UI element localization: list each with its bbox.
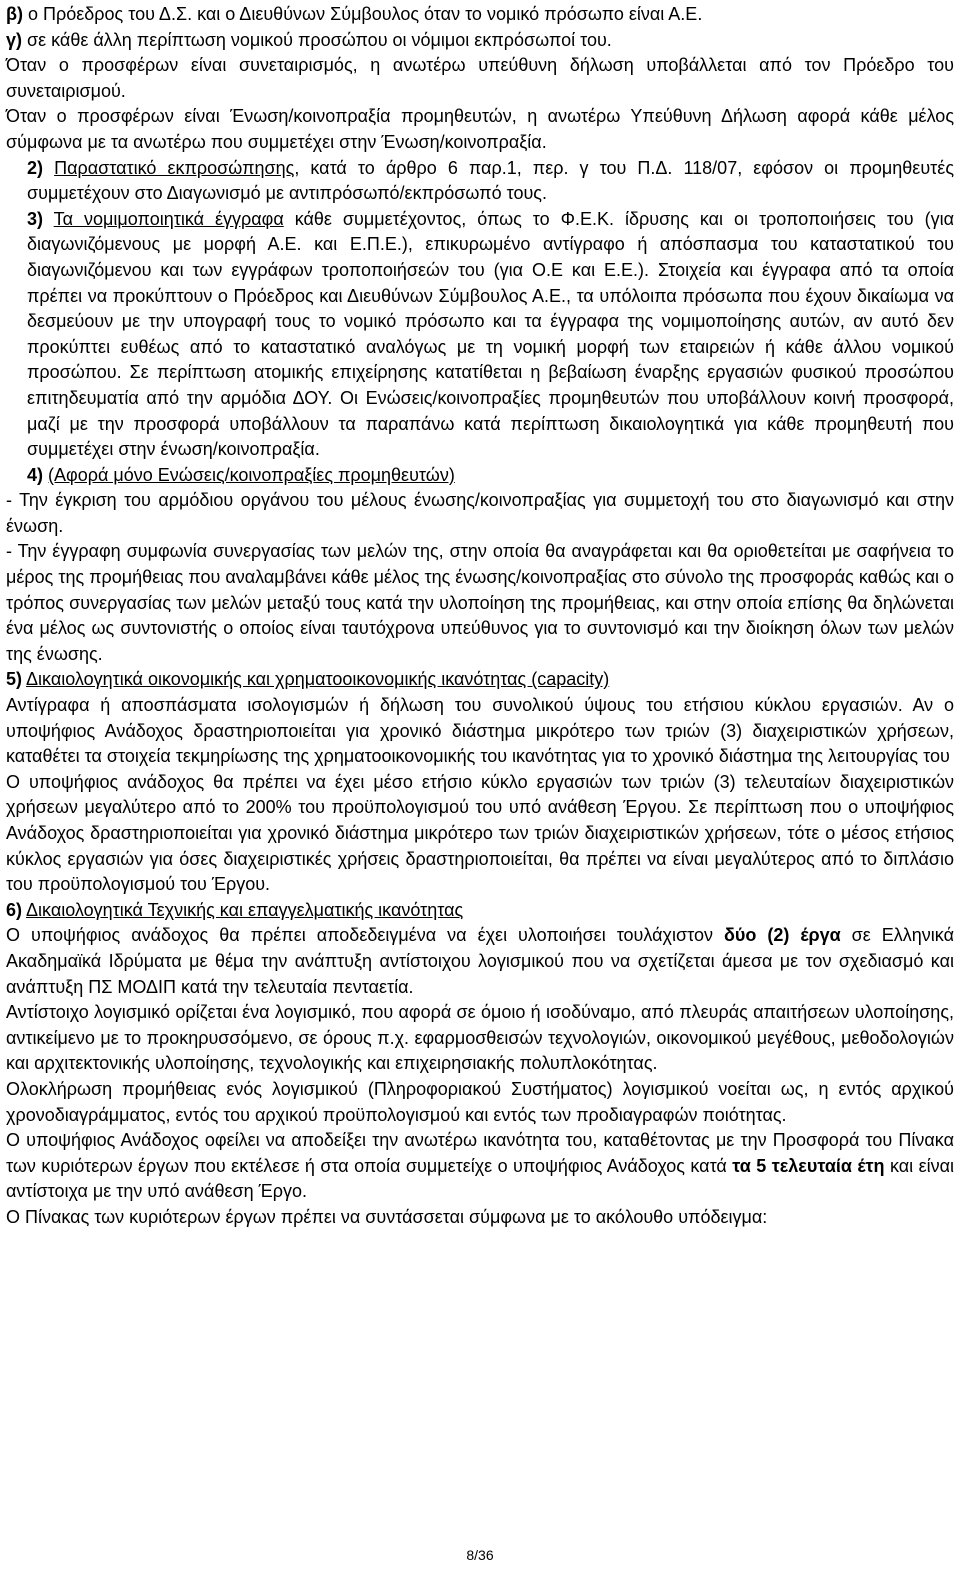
- section-3-text: κάθε συμμετέχοντος, όπως το Φ.Ε.Κ. ίδρυσης και οι τροποποιήσεις του (για διαγωνιζόμενους με μορφή Α.Ε. και Ε.Π.Ε.), επικυρωμένο αντίγραφο ή απόσπασμα του καταστατικού του διαγωνιζόμενου και των εγγράφων τροποποιήσεών του (για Ο.Ε και Ε.Ε.). Στοιχεία και έγγραφα από τα οποία πρέπει να προκύπτουν ο Πρόεδρος και Διευθύνων Σύμβουλος Α.Ε., τα υπόλοιπα πρόσωπα που έχουν δικαίωμα να δεσμεύουν με την υπογραφή τους το νομικό πρόσωπο και τα έγγραφα της νομιμοποίησης αυτών, αν αυτό δεν προκύπτει ευθέως από το καταστατικό αναλόγως με τη νομική μορφή των εταιρειών ή κάθε άλλου νομικού προσώπου. Σε περίπτωση ατομικής επιχείρησης κατατίθεται η βεβαίωση έναρξης εργασιών φυσικού προσώπου επιτηδευματία από την αρμόδια ΔΟΥ. Οι Ενώσεις/κοινοπραξίες προμηθευτών που υποβάλλουν κοινή προσφορά, μαζί με την προσφορά υποβάλλουν τα παραπάνω κατά περίπτωση δικαιολογητικά για κάθε προμηθευτή που συμμετέχει στην ένωση/κοινοπραξία.: [27, 208, 954, 460]
- section-6-number: 6): [6, 899, 23, 920]
- section-2-number: 2): [27, 157, 44, 178]
- section-3-number: 3): [27, 208, 44, 229]
- paragraph-joint-venture: Όταν ο προσφέρων είναι Ένωση/κοινοπραξία προμηθευτών, η ανωτέρω Υπεύθυνη Δήλωση αφορά κάθε μέλος σύμφωνα με τα ανωτέρω που συμμετέχει στην Ένωση/κοινοπραξία.: [6, 106, 954, 152]
- page-number: 8/36: [466, 1547, 494, 1563]
- section-5-paragraph-2: Ο υποψήφιος ανάδοχος θα πρέπει να έχει μέσο ετήσιο κύκλο εργασιών των τριών (3) τελευταίων διαχειριστικών χρήσεων μεγαλύτερο από το 200% του προϋπολογισμού του υπό ανάθεση Έργου. Σε περίπτωση που ο υποψήφιος Ανάδοχος δραστηριοποιείται για χρονικό διάστημα μικρότερο των τριών διαχειριστικών χρήσεων, τότε ο μέσος ετήσιος κύκλος εργασιών για όσες διαχειριστικές χρήσεις δραστηριοποιείται, θα πρέπει να είναι μεγαλύτερος από το διπλάσιο του προϋπολογισμού του Έργου.: [6, 771, 954, 895]
- section-3: [6, 207, 954, 463]
- section-2-text: , κατά το άρθρο 6 παρ.1, περ. γ του Π.Δ. 118/07, εφόσον οι προμηθευτές συμμετέχουν στο Διαγωνισμό με αντιπρόσωπό/εκπρόσωπό τους.: [27, 157, 954, 204]
- section-6-paragraph-2: Αντίστοιχο λογισμικό ορίζεται ένα λογισμικό, που αφορά σε όμοιο ή ισοδύναμο, από πλευράς απαιτήσεων υλοποίησης, αντικείμενο με το προκηρυσσόμενο, σε όρους π.χ. εφαρμοσθεισών τεχνολογιών, οικονομικού μεγέθους, μεθοδολογιών και αρχιτεκτονικής υλοποίησης, τεχνολογικής και επιχειρησιακής πολυπλοκότητας.: [6, 1002, 954, 1074]
- section-5-heading: [6, 667, 954, 693]
- section-4-heading: [6, 463, 954, 489]
- section-6-p1-text-b: σε Ελληνικά Ακαδημαϊκά Ιδρύματα με θέμα την ανάπτυξη αντίστοιχου λογισμικού που να σχετίζεται άμεσα με τον σχεδιασμό και ανάπτυξη ΠΣ ΜΟΔΙΠ κατά την τελευταία πενταετία.: [6, 925, 954, 997]
- section-6-p1-text-a: Ο υποψήφιος ανάδοχος θα πρέπει αποδεδειγμένα να έχει υλοποιήσει τουλάχιστον: [6, 925, 724, 946]
- section-4-item-2: - Την έγγραφη συμφωνία συνεργασίας των μελών της, στην οποία θα αναγράφεται και θα οριοθετείται με σαφήνεια το μέρος της προμήθειας που αναλαμβάνει κάθε μέλος της ένωσης/κοινοπραξίας στο σύνολο της προσφοράς καθώς και ο τρόπος συνεργασίας των μελών μεταξύ τους κατά την υλοποίηση της προμήθειας, και στην οποία επίσης θα δηλώνεται ένα μέλος ως συντονιστής ο οποίος είναι ταυτόχρονα υπεύθυνος για το συντονισμό και την διοίκηση όλων των μελών της ένωσης.: [6, 541, 954, 664]
- section-5-number: 5): [6, 669, 23, 690]
- paragraph-g: [6, 28, 954, 54]
- paragraph-b: [6, 2, 954, 28]
- section-4-title: (Αφορά μόνο Ενώσεις/κοινοπραξίες προμηθευτών): [48, 464, 455, 485]
- item-text-g: σε κάθε άλλη περίπτωση νομικού προσώπου οι νόμιμοι εκπρόσωποί του.: [22, 29, 612, 50]
- item-text-b: ο Πρόεδρος του Δ.Σ. και ο Διευθύνων Σύμβουλος όταν το νομικό πρόσωπο είναι Α.Ε.: [22, 4, 703, 24]
- section-6-p4-text-a: Ο υποψήφιος Ανάδοχος οφείλει να αποδείξει την ανωτέρω ικανότητα του, καταθέτοντας με την Προσφορά του Πίνακα των κυριότερων έργων που εκτέλεσε ή στα οποία συμμετείχε ο υποψήφιος Ανάδοχος κατά: [6, 1130, 954, 1176]
- section-6-heading: [6, 898, 954, 924]
- section-6-paragraph-5: Ο Πίνακας των κυριότερων έργων πρέπει να συντάσσεται σύμφωνα με το ακόλουθο υπόδειγμα:: [6, 1206, 768, 1227]
- section-6-paragraph-4: [6, 1128, 954, 1205]
- section-6-paragraph-1: [6, 923, 954, 1000]
- section-2-title: Παραστατικό εκπροσώπησης: [54, 157, 295, 178]
- section-5-paragraph-1: Αντίγραφα ή αποσπάσματα ισολογισμών ή δήλωση του συνολικού ύψους του ετήσιου κύκλου εργασιών. Αν ο υποψήφιος Ανάδοχος δραστηριοποιείται για χρονικό διάστημα μικρότερο των τριών (3) διαχειριστικών χρήσεων, καταθέτει τα στοιχεία τεκμηρίωσης της χρηματοοικονομικής του ικανότητας για το χρονικό διάστημα της λειτουργίας του: [6, 695, 954, 767]
- item-label-g: γ): [6, 29, 23, 50]
- section-6-p4-bold: τα 5 τελευταία έτη: [732, 1155, 885, 1176]
- section-6-title: Δικαιολογητικά Τεχνικής και επαγγελματικής ικανότητας: [26, 899, 464, 920]
- section-4-number: 4): [27, 464, 44, 485]
- section-3-title: Τα νομιμοποιητικά έγγραφα: [53, 208, 284, 229]
- section-6-p4-text-b: και είναι αντίστοιχα με την υπό ανάθεση Έργο.: [6, 1155, 954, 1202]
- section-6-paragraph-3: Ολοκλήρωση προμήθειας ενός λογισμικού (Πληροφοριακού Συστήματος) λογισμικού νοείται ως, η εντός αρχικού χρονοδιαγράμματος, εντός του αρχικού προϋπολογισμού και εντός των προδιαγραφών ποιότητας.: [6, 1078, 954, 1125]
- paragraph-cooperative: Όταν ο προσφέρων είναι συνεταιρισμός, η ανωτέρω υπεύθυνη δήλωση υποβάλλεται από τον Πρόεδρο του συνεταιρισμού.: [6, 55, 954, 101]
- section-6-p1-bold: δύο (2) έργα: [723, 925, 841, 946]
- section-2: [6, 156, 954, 207]
- section-5-title: Δικαιολογητικά οικονομικής και χρηματοοικονομικής ικανότητας (capacity): [26, 669, 610, 690]
- item-label-b: β): [6, 4, 23, 24]
- section-4-item-1: - Την έγκριση του αρμόδιου οργάνου του μέλους ένωσης/κοινοπραξίας για συμμετοχή του στο διαγωνισμό και στην ένωση.: [6, 490, 954, 536]
